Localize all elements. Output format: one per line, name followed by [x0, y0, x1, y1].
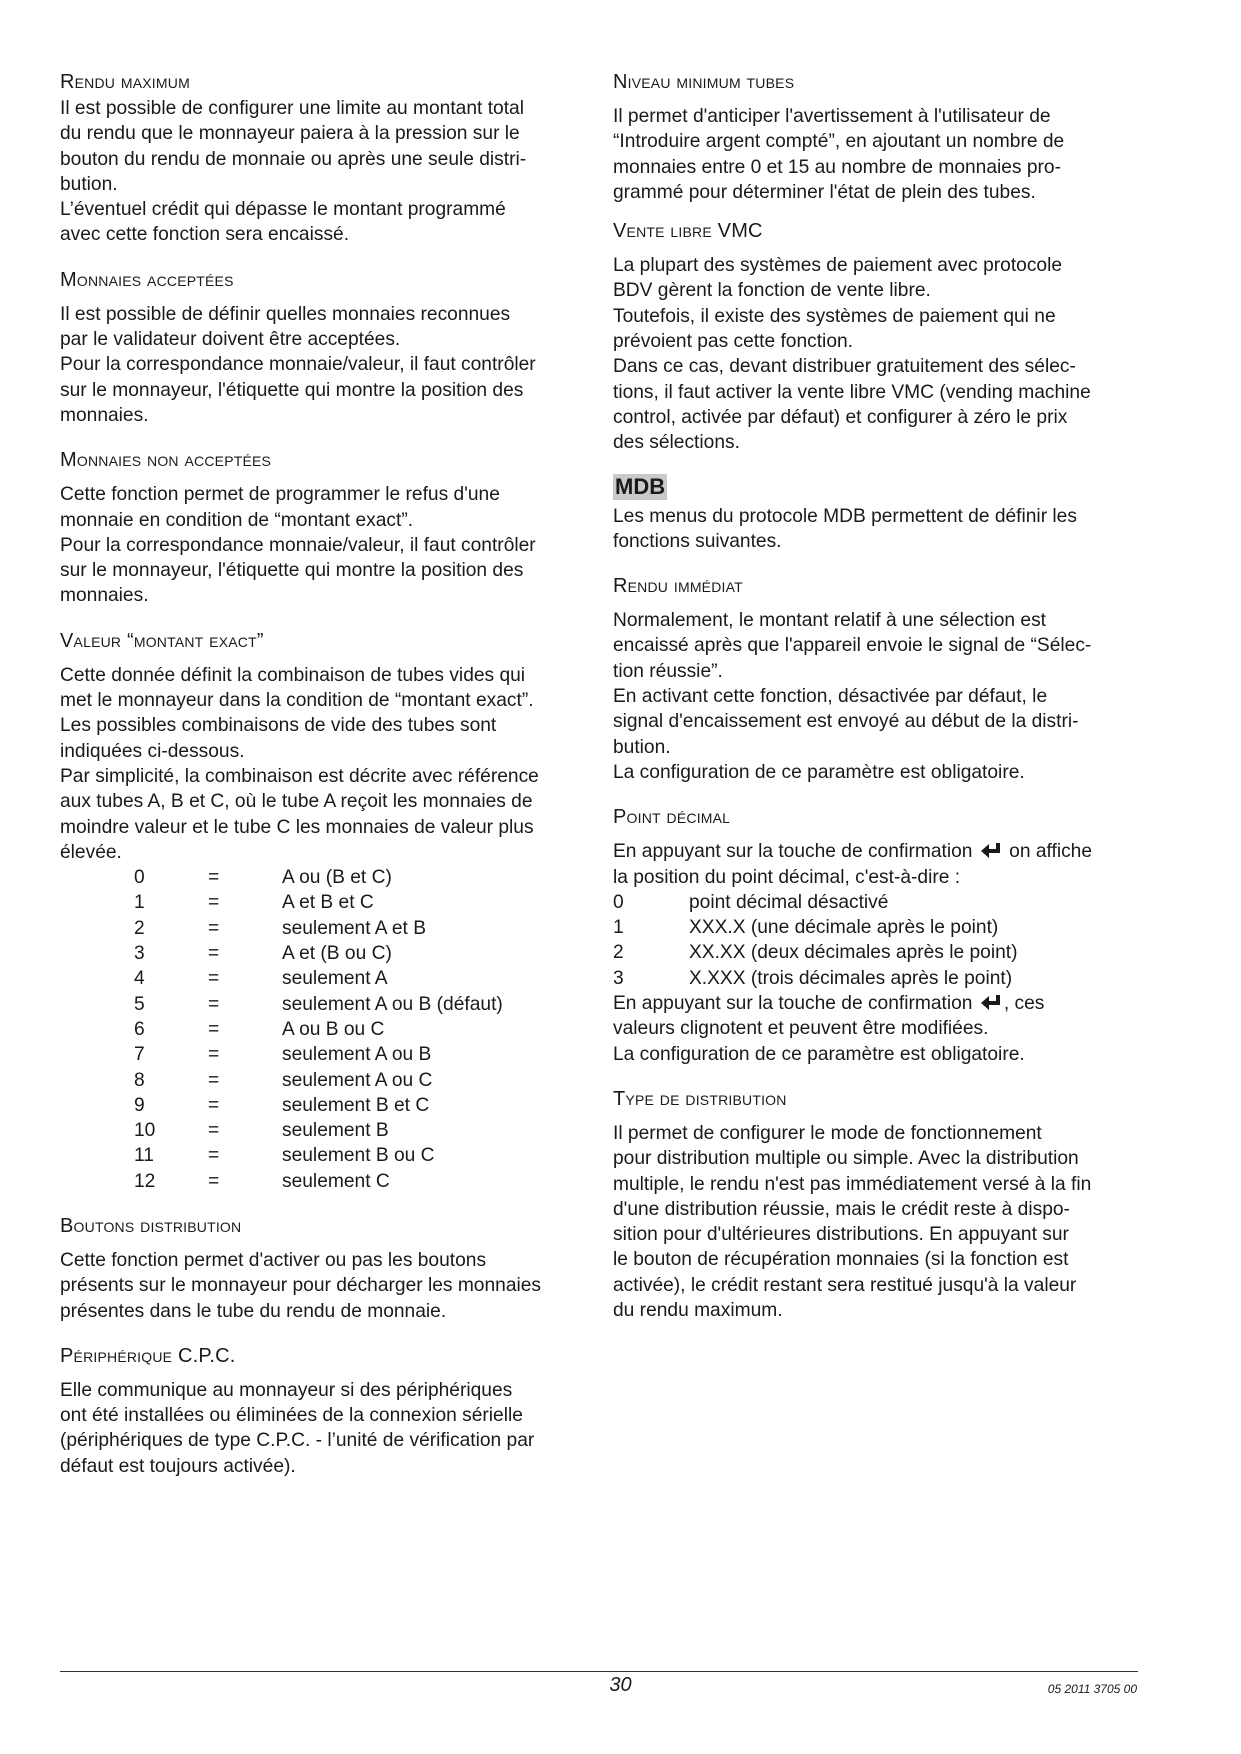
text-line: La plupart des systèmes de paiement avec protocole [613, 255, 1063, 277]
decimal-option-num: 1 [613, 917, 624, 939]
combination-row [134, 1093, 503, 1118]
text-line: , ces [1003, 993, 1045, 1015]
text-line: met le monnayeur dans la condition de “montant exact”. [60, 690, 534, 712]
text-line: Toutefois, il existe des systèmes de paiement qui ne [613, 305, 1056, 327]
combination-num: 4 [134, 968, 145, 990]
text-line: bouton du rendu de monnaie ou après une seule distri- [60, 148, 527, 170]
mdb-heading: MDB [615, 473, 666, 499]
text-line: grammé pour déterminer l'état de plein des tubes. [613, 181, 1036, 203]
combination-value: A ou B ou C [282, 1018, 385, 1040]
text-line: Cette fonction permet de programmer le refus d'une [60, 484, 500, 506]
text-line: activée), le crédit restant sera restitué jusqu'à la valeur [613, 1274, 1077, 1296]
section-peripherique-cpc [60, 1344, 580, 1479]
combination-row [134, 890, 503, 915]
combination-eq: = [208, 993, 220, 1015]
combination-num: 10 [134, 1120, 156, 1142]
combination-eq: = [208, 1170, 220, 1192]
combination-num: 9 [134, 1094, 145, 1116]
right-column [613, 70, 1138, 1335]
decimal-option-text: XXX.X (une décimale après le point) [689, 917, 999, 939]
section-body [60, 96, 580, 248]
text-line: Il est possible de configurer une limite au montant total [60, 98, 524, 119]
combination-num: 7 [134, 1044, 145, 1066]
combination-eq: = [208, 1094, 220, 1116]
text-line: par le validateur doivent être acceptées. [60, 329, 401, 351]
combination-num: 1 [134, 892, 145, 914]
text-line: tions, il faut activer la vente libre VMC (vending machine [613, 381, 1091, 403]
decimal-option-num: 3 [613, 967, 624, 989]
combination-value: A et (B ou C) [282, 943, 392, 965]
text-line: En activant cette fonction, désactivée par défaut, le [613, 686, 1048, 708]
combination-eq: = [208, 867, 220, 889]
combination-row [134, 1143, 503, 1168]
section-title: Périphérique C.P.C. [60, 1344, 236, 1367]
text-line: signal d'encaissement est envoyé au début de la distri- [613, 711, 1079, 733]
text-line: Elle communique au monnayeur si des périphériques [60, 1379, 513, 1401]
decimal-options-table [613, 890, 1017, 991]
section-body [60, 663, 580, 865]
text-line: control, activée par défaut) et configurer à zéro le prix [613, 406, 1068, 428]
text-line: aux tubes A, B et C, où le tube A reçoit les monnaies de [60, 791, 533, 813]
text-line: Cette fonction permet d'activer ou pas les boutons [60, 1249, 487, 1271]
text-line: Par simplicité, la combinaison est décrite avec référence [60, 765, 539, 787]
text-line: bution. [613, 736, 671, 758]
text-line: Pour la correspondance monnaie/valeur, il faut contrôler [60, 354, 536, 376]
text-line: La configuration de ce paramètre est obligatoire. [613, 761, 1025, 783]
section-rendu-immediat [613, 574, 1138, 785]
combination-eq: = [208, 917, 220, 939]
text-line: Cette donnée définit la combinaison de tubes vides qui [60, 664, 526, 686]
text-line: Normalement, le montant relatif à une sélection est [613, 610, 1047, 632]
combination-row [134, 941, 503, 966]
text-line: Dans ce cas, devant distribuer gratuitement des sélec- [613, 356, 1076, 378]
decimal-option-num: 0 [613, 891, 624, 913]
text-line: (périphériques de type C.P.C. - l’unité de vérification par [60, 1430, 535, 1452]
section-title: Boutons distribution [60, 1214, 242, 1237]
text-line: BDV gèrent la fonction de vente libre. [613, 280, 931, 302]
decimal-option-row [613, 890, 1017, 915]
combination-num: 2 [134, 917, 145, 939]
text-line: pour distribution multiple ou simple. Avec la distribution [613, 1148, 1079, 1170]
section-body [60, 1378, 580, 1479]
decimal-option-row [613, 966, 1017, 991]
section-valeur-montant-exact [60, 629, 580, 1194]
text-line: le bouton de récupération monnaies (si la fonction est [613, 1249, 1069, 1271]
section-body [613, 991, 1138, 1067]
section-niveau-minimum-tubes [613, 70, 1138, 205]
document-code: 05 2011 3705 00 [1047, 1682, 1137, 1696]
combination-row [134, 1017, 503, 1042]
combination-num: 11 [134, 1145, 154, 1167]
text-line: la position du point décimal, c'est-à-dire : [613, 866, 961, 888]
section-body [613, 504, 1138, 555]
enter-key-icon [980, 994, 1002, 1012]
combination-num: 0 [134, 867, 145, 889]
text-line: défaut est toujours activée). [60, 1455, 296, 1477]
text-line: monnaies. [60, 404, 149, 426]
combination-row [134, 1042, 503, 1067]
text-line: multiple, le rendu n'est pas immédiatement versé à la fin [613, 1173, 1092, 1195]
text-line: monnaie en condition de “montant exact”. [60, 509, 414, 531]
text-line: monnaies entre 0 et 15 au nombre de monnaies pro- [613, 156, 1061, 178]
text-line: prévoient pas cette fonction. [613, 331, 853, 353]
combination-eq: = [208, 1145, 220, 1167]
section-title: Rendu immédiat [613, 575, 743, 598]
combination-value: A et B et C [282, 892, 374, 914]
section-body [613, 1121, 1138, 1323]
combination-value: A ou (B et C) [282, 867, 392, 889]
text-line: avec cette fonction sera encaissé. [60, 224, 350, 246]
text-line: du rendu maximum. [613, 1299, 783, 1321]
text-line: Il permet de configurer le mode de fonctionnement [613, 1122, 1042, 1144]
combination-eq: = [208, 1120, 220, 1142]
combination-num: 3 [134, 943, 145, 965]
section-title: Niveau minimum tubes [613, 71, 795, 93]
combination-value: seulement A ou B (défaut) [282, 993, 503, 1015]
combination-row [134, 1068, 503, 1093]
section-body [613, 608, 1138, 785]
combination-value: seulement A [282, 968, 388, 990]
combination-table [134, 865, 503, 1194]
page-number: 30 [609, 1674, 632, 1696]
text-line: du rendu que le monnayeur paiera à la pression sur le [60, 123, 520, 145]
combination-value: seulement A et B [282, 917, 426, 939]
combination-eq: = [208, 1044, 220, 1066]
section-body [60, 482, 580, 608]
section-boutons-distribution [60, 1214, 580, 1324]
decimal-option-text: point décimal désactivé [689, 891, 889, 913]
decimal-option-num: 2 [613, 942, 624, 964]
text-line: sur le monnayeur, l'étiquette qui montre la position des [60, 560, 524, 582]
section-body [613, 253, 1138, 455]
text-line: moindre valeur et le tube C les monnaies de valeur plus [60, 816, 534, 838]
text-line: ont été installées ou éliminées de la connexion sérielle [60, 1405, 523, 1427]
text-line: La configuration de ce paramètre est obligatoire. [613, 1043, 1025, 1065]
combination-row [134, 992, 503, 1017]
text-line: tion réussie”. [613, 660, 723, 682]
section-mdb [613, 468, 1138, 555]
combination-row [134, 1169, 503, 1194]
left-column [60, 70, 580, 1491]
text-line: Il est possible de définir quelles monnaies reconnues [60, 303, 511, 325]
combination-eq: = [208, 943, 220, 965]
text-line: Les menus du protocole MDB permettent de définir les [613, 505, 1077, 527]
decimal-option-row [613, 940, 1017, 965]
text-line: d'une distribution réussie, mais le crédit reste à dispo- [613, 1198, 1070, 1220]
enter-key-icon [980, 842, 1002, 860]
section-point-decimal [613, 805, 1138, 1067]
section-title: Rendu maximum [60, 71, 190, 93]
section-monnaies-acceptees [60, 268, 580, 428]
decimal-option-text: X.XXX (trois décimales après le point) [689, 967, 1013, 989]
combination-row [134, 1118, 503, 1143]
section-body [60, 302, 580, 428]
combination-value: seulement C [282, 1170, 390, 1192]
combination-value: seulement A ou B [282, 1044, 432, 1066]
section-body [613, 839, 1138, 890]
text-line: on affiche [1009, 841, 1093, 863]
combination-eq: = [208, 968, 220, 990]
combination-row [134, 865, 503, 890]
section-vente-libre-vmc [613, 219, 1138, 455]
combination-num: 6 [134, 1018, 145, 1040]
text-line: valeurs clignotent et peuvent être modifiées. [613, 1018, 989, 1040]
combination-num: 8 [134, 1069, 145, 1091]
section-title: Vente libre VMC [613, 220, 763, 243]
section-body [613, 104, 1138, 205]
text-line: monnaies. [60, 585, 149, 607]
text-line: L’éventuel crédit qui dépasse le montant programmé [60, 199, 506, 221]
section-title: Point décimal [613, 806, 731, 829]
combination-row [134, 966, 503, 991]
combination-value: seulement B [282, 1120, 389, 1142]
section-title: Type de distribution [613, 1087, 787, 1110]
combination-row [134, 916, 503, 941]
combination-value: seulement A ou C [282, 1069, 433, 1091]
section-monnaies-non-acceptees [60, 448, 580, 608]
text-line: En appuyant sur la touche de confirmation [613, 841, 973, 863]
footer-divider [60, 1671, 1138, 1672]
section-body [60, 1248, 580, 1324]
text-line: élevée. [60, 841, 122, 863]
combination-value: seulement B et C [282, 1094, 430, 1116]
text-line: des sélections. [613, 432, 740, 454]
decimal-option-text: XX.XX (deux décimales après le point) [689, 942, 1018, 964]
text-line: présentes dans le tube du rendu de monnaie. [60, 1300, 447, 1322]
text-line: Les possibles combinaisons de vide des tubes sont [60, 715, 497, 737]
text-line: sur le monnayeur, l'étiquette qui montre la position des [60, 379, 524, 401]
text-line: indiquées ci-dessous. [60, 740, 245, 762]
combination-num: 12 [134, 1170, 156, 1192]
text-line: sition pour d'ultérieures distributions. En appuyant sur [613, 1224, 1069, 1246]
section-title: Valeur “montant exact” [60, 629, 264, 652]
section-title: Monnaies acceptées [60, 268, 234, 291]
text-line: Il permet d'anticiper l'avertissement à l'utilisateur de [613, 106, 1051, 127]
text-line: bution. [60, 173, 118, 195]
combination-value: seulement B ou C [282, 1145, 435, 1167]
section-title: Monnaies non acceptées [60, 449, 272, 472]
text-line: encaissé après que l'appareil envoie le signal de “Sélec- [613, 635, 1092, 657]
combination-eq: = [208, 1018, 220, 1040]
section-rendu-maximum [60, 70, 580, 248]
combination-num: 5 [134, 993, 145, 1015]
text-line: “Introduire argent compté”, en ajoutant un nombre de [613, 131, 1065, 153]
text-line: En appuyant sur la touche de confirmation [613, 993, 973, 1015]
combination-eq: = [208, 1069, 220, 1091]
decimal-option-row [613, 915, 1017, 940]
combination-eq: = [208, 892, 220, 914]
text-line: présents sur le monnayeur pour décharger les monnaies [60, 1275, 542, 1297]
text-line: fonctions suivantes. [613, 530, 782, 552]
section-type-de-distribution [613, 1087, 1138, 1323]
text-line: Pour la correspondance monnaie/valeur, il faut contrôler [60, 534, 536, 556]
